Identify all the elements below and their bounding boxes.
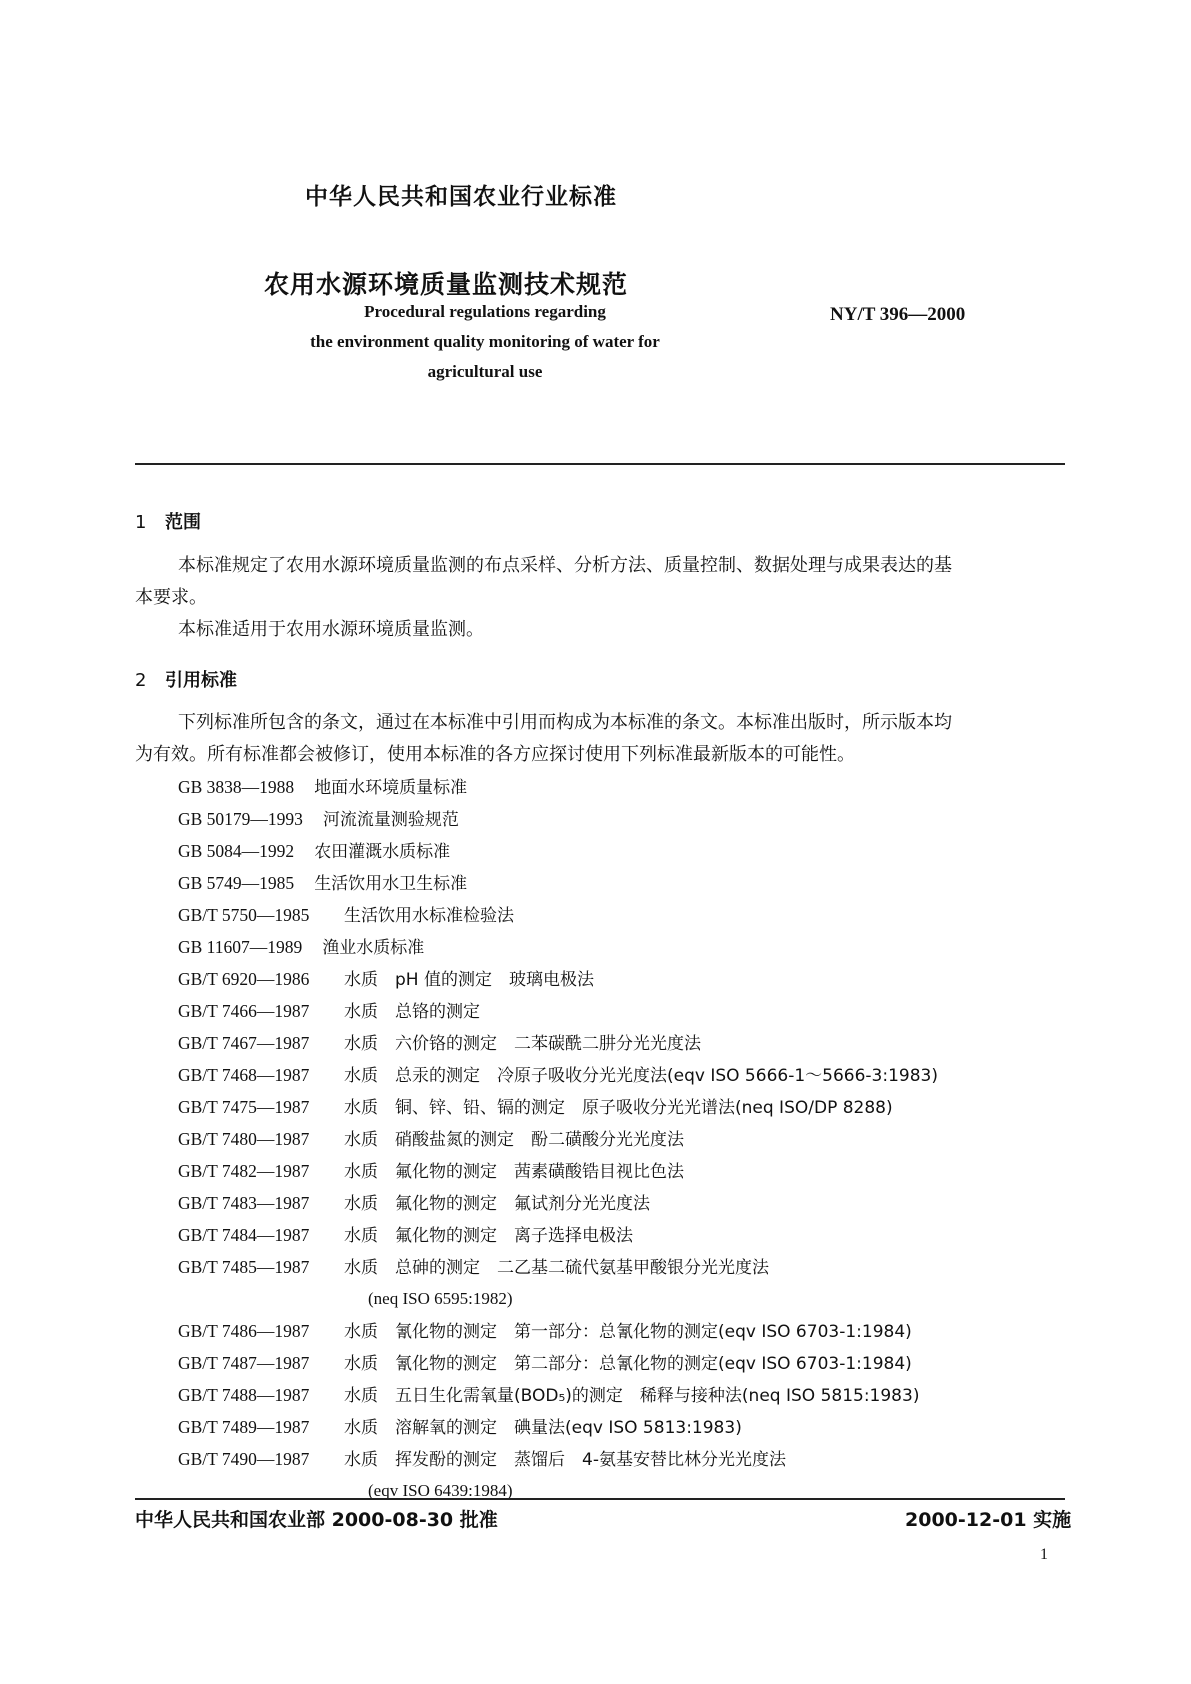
reference-item [178, 1059, 1078, 1091]
reference-title: 水质 氟化物的测定 氟试剂分光光度法 [344, 1194, 650, 1214]
reference-item [178, 963, 1078, 995]
reference-code: GB 5084—1992 [178, 841, 295, 861]
reference-title: 水质 铜、锌、铅、镉的测定 原子吸收分光光谱法(neq ISO/DP 8288) [344, 1098, 893, 1118]
reference-code: GB/T 7489—1987 [178, 1417, 310, 1437]
reference-title: 水质 氰化物的测定 第一部分：总氰化物的测定(eqv ISO 6703-1:1984) [344, 1322, 912, 1342]
reference-title: 生活饮用水卫生标准 [314, 874, 468, 894]
section-2-heading [135, 666, 237, 692]
reference-item [178, 1251, 1078, 1283]
reference-title: 河流流量测验规范 [322, 810, 459, 830]
reference-code: GB 50179—1993 [178, 809, 303, 829]
reference-item [178, 1411, 1078, 1443]
reference-code: GB/T 7485—1987 [178, 1257, 310, 1277]
references-intro-line-2: 为有效。所有标准都会被修订，使用本标准的各方应探讨使用下列标准最新版本的可能性。 [135, 744, 855, 765]
scope-paragraph-2: 本标准适用于农用水源环境质量监测。 [178, 619, 484, 640]
reference-code: GB/T 7486—1987 [178, 1321, 310, 1341]
english-title-line-1: Procedural regulations regarding [364, 302, 606, 321]
standard-category-heading: 中华人民共和国农业行业标准 [305, 184, 617, 210]
reference-title: 水质 六价铬的测定 二苯碳酰二肼分光光度法 [344, 1034, 701, 1054]
standard-code-text: NY/T 396—2000 [830, 304, 966, 325]
reference-title: 水质 总砷的测定 二乙基二硫代氨基甲酸银分光光度法 [344, 1258, 769, 1278]
reference-list [178, 771, 1078, 1507]
reference-code: GB/T 7475—1987 [178, 1097, 310, 1117]
reference-title: 生活饮用水标准检验法 [344, 906, 514, 926]
reference-item [178, 1347, 1078, 1379]
reference-title: 水质 挥发酚的测定 蒸馏后 4-氨基安替比林分光光度法 [344, 1450, 786, 1470]
reference-item [178, 1123, 1078, 1155]
reference-title: 水质 pH 值的测定 玻璃电极法 [344, 970, 594, 990]
footer-divider [135, 1498, 1065, 1500]
reference-item [178, 1219, 1078, 1251]
reference-title: 水质 五日生化需氧量(BOD₅)的测定 稀释与接种法(neq ISO 5815:1983) [344, 1386, 920, 1406]
standard-code [830, 304, 965, 326]
references-intro-line-1: 下列标准所包含的条文，通过在本标准中引用而构成为本标准的条文。本标准出版时，所示版本均 [178, 712, 952, 733]
reference-code: GB/T 7483—1987 [178, 1193, 310, 1213]
section-number: 2 [135, 670, 147, 691]
reference-code: GB/T 7487—1987 [178, 1353, 310, 1373]
section-title: 引用标准 [165, 670, 237, 691]
reference-item [178, 867, 1078, 899]
reference-item [178, 771, 1078, 803]
effective-date: 2000-12-01 实施 [905, 1509, 1072, 1531]
reference-item [178, 1091, 1078, 1123]
header-divider [135, 463, 1065, 465]
reference-item [178, 835, 1078, 867]
section-1-heading [135, 508, 201, 534]
reference-code: GB/T 7480—1987 [178, 1129, 310, 1149]
section-number: 1 [135, 512, 147, 533]
reference-title: 渔业水质标准 [322, 938, 425, 958]
reference-item [178, 899, 1078, 931]
reference-code: GB/T 7482—1987 [178, 1161, 310, 1181]
scope-paragraph-line-1: 本标准规定了农用水源环境质量监测的布点采样、分析方法、质量控制、数据处理与成果表达的基 [178, 555, 952, 576]
document-title: 农用水源环境质量监测技术规范 [264, 270, 629, 299]
reference-code: GB/T 7466—1987 [178, 1001, 310, 1021]
reference-item [178, 1155, 1078, 1187]
section-title: 范围 [165, 512, 201, 533]
reference-code: GB/T 7467—1987 [178, 1033, 310, 1053]
reference-item [178, 1187, 1078, 1219]
english-title-line-2: the environment quality monitoring of water for [310, 332, 660, 351]
reference-code: GB 3838—1988 [178, 777, 295, 797]
reference-title: 水质 氰化物的测定 第二部分：总氰化物的测定(eqv ISO 6703-1:1984) [344, 1354, 912, 1374]
reference-code: GB 11607—1989 [178, 937, 303, 957]
english-title-line-3: agricultural use [427, 362, 543, 381]
reference-title: 水质 总汞的测定 冷原子吸收分光光度法(eqv ISO 5666-1～5666-3:1983) [344, 1066, 938, 1086]
reference-code: GB/T 5750—1985 [178, 905, 310, 925]
reference-title: 地面水环境质量标准 [314, 778, 468, 798]
reference-item-continuation [178, 1475, 1078, 1507]
reference-code: GB/T 7468—1987 [178, 1065, 310, 1085]
reference-item-continuation [178, 1283, 1078, 1315]
reference-item [178, 803, 1078, 835]
page-number: 1 [1040, 1546, 1048, 1563]
reference-code: GB/T 6920—1986 [178, 969, 310, 989]
reference-item [178, 1315, 1078, 1347]
reference-code: GB/T 7488—1987 [178, 1385, 310, 1405]
reference-continuation-text: (neq ISO 6595:1982) [368, 1289, 513, 1308]
reference-item [178, 995, 1078, 1027]
approval-line: 中华人民共和国农业部 2000-08-30 批准 [135, 1509, 498, 1531]
reference-code: GB/T 7484—1987 [178, 1225, 310, 1245]
reference-code: GB/T 7490—1987 [178, 1449, 310, 1469]
reference-code: GB 5749—1985 [178, 873, 295, 893]
reference-title: 水质 氟化物的测定 离子选择电极法 [344, 1226, 633, 1246]
reference-title: 水质 硝酸盐氮的测定 酚二磺酸分光光度法 [344, 1130, 684, 1150]
reference-item [178, 931, 1078, 963]
scope-paragraph-line-2: 本要求。 [135, 587, 207, 608]
reference-title: 水质 总铬的测定 [344, 1002, 480, 1022]
reference-item [178, 1027, 1078, 1059]
reference-item [178, 1379, 1078, 1411]
reference-continuation-text: (eqv ISO 6439:1984) [368, 1481, 513, 1500]
reference-title: 农田灌溉水质标准 [314, 842, 451, 862]
reference-title: 水质 溶解氧的测定 碘量法(eqv ISO 5813:1983) [344, 1418, 742, 1438]
reference-item [178, 1443, 1078, 1475]
reference-title: 水质 氟化物的测定 茜素磺酸锆目视比色法 [344, 1162, 684, 1182]
